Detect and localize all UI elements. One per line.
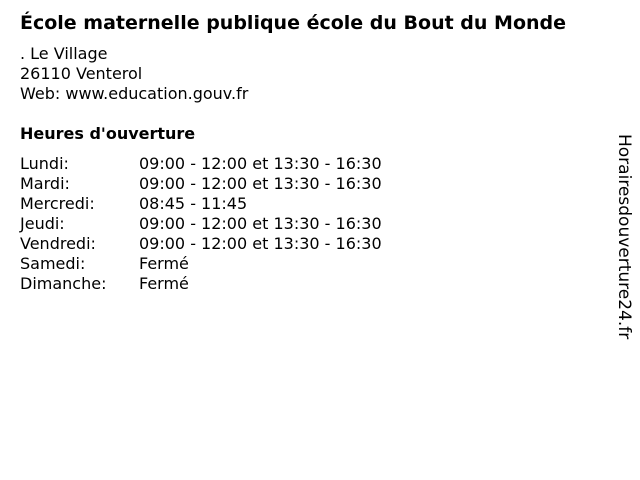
day-label: Samedi: [20, 254, 86, 273]
time-value: Fermé [139, 274, 189, 293]
page-title: École maternelle publique école du Bout du Monde [20, 12, 567, 34]
hours-row-sunday [20, 274, 382, 294]
time-value: 09:00 - 12:00 et 13:30 - 16:30 [139, 234, 382, 253]
hours-row-thursday [20, 214, 382, 234]
address-block [20, 44, 248, 104]
day-label: Lundi: [20, 154, 69, 173]
address-city: 26110 Venterol [20, 64, 143, 83]
day-label: Dimanche: [20, 274, 107, 293]
day-label: Mercredi: [20, 194, 95, 213]
time-value: Fermé [139, 254, 189, 273]
site-watermark [612, 134, 636, 374]
time-value: 09:00 - 12:00 et 13:30 - 16:30 [139, 154, 382, 173]
day-label: Mardi: [20, 174, 70, 193]
hours-row-friday [20, 234, 382, 254]
opening-hours-table [20, 154, 382, 294]
day-label: Jeudi: [20, 214, 65, 233]
hours-row-saturday [20, 254, 382, 274]
address-street: . Le Village [20, 44, 108, 63]
website-text: Web: www.education.gouv.fr [20, 84, 249, 103]
time-value: 09:00 - 12:00 et 13:30 - 16:30 [139, 174, 382, 193]
time-value: 09:00 - 12:00 et 13:30 - 16:30 [139, 214, 382, 233]
opening-hours-heading: Heures d'ouverture [20, 124, 196, 143]
watermark-text: Horairesdouverture24.fr [614, 134, 634, 340]
hours-row-tuesday [20, 174, 382, 194]
time-value: 08:45 - 11:45 [139, 194, 248, 213]
hours-row-monday [20, 154, 382, 174]
day-label: Vendredi: [20, 234, 96, 253]
hours-row-wednesday [20, 194, 382, 214]
